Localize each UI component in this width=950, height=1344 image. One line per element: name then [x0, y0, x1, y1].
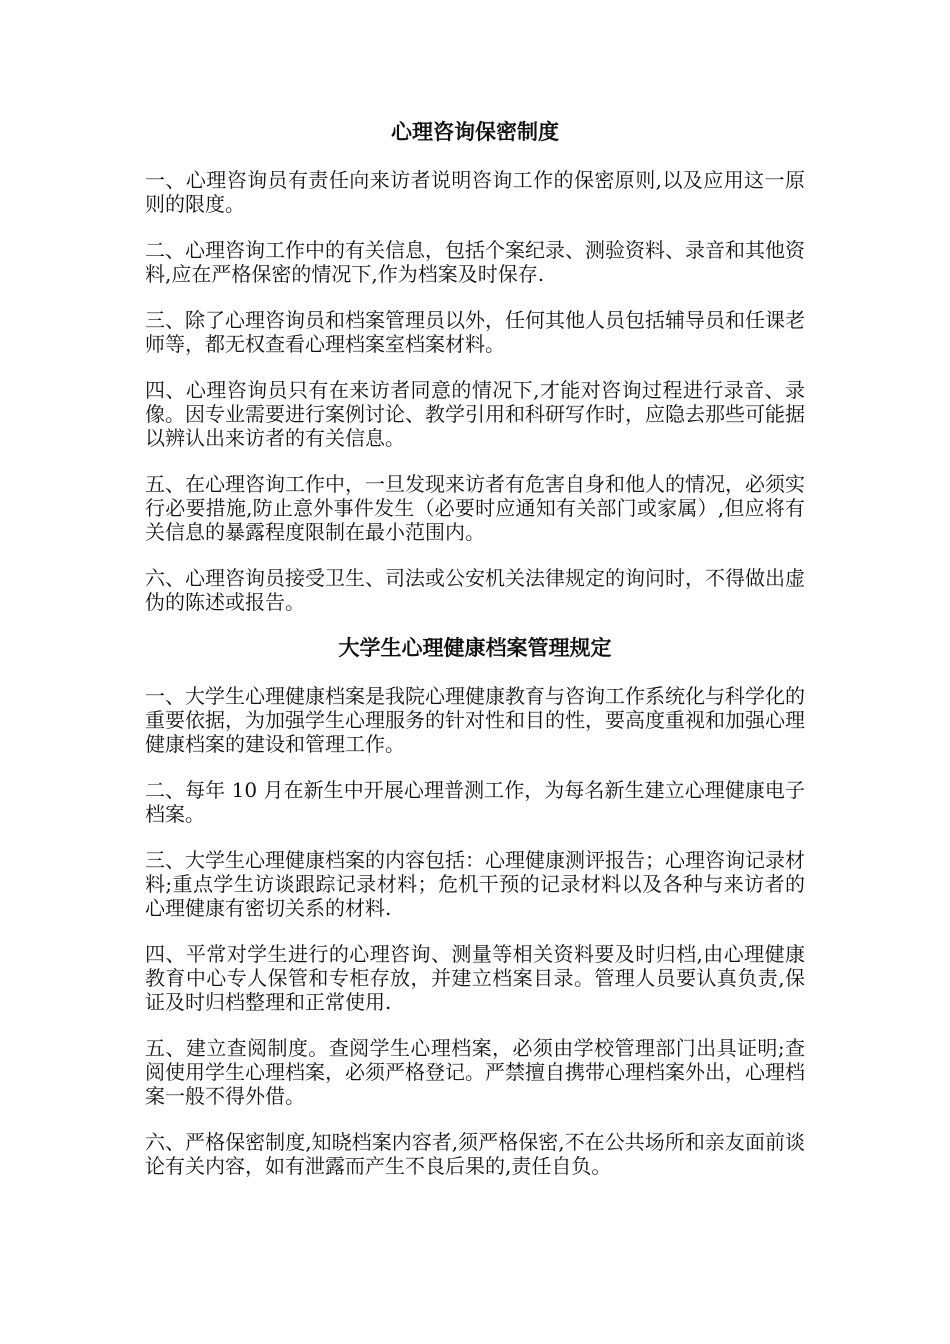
confidentiality-section: [145, 118, 805, 614]
paragraph: 二、每年 10 月在新生中开展心理普测工作，为每名新生建立心理健康电子档案。: [145, 778, 805, 826]
paragraph: 六、严格保密制度,知晓档案内容者,须严格保密,不在公共场所和亲友面前谈论有关内容，如有泄露而产生不良后果的,责任自负。: [145, 1130, 805, 1178]
paragraph: 三、大学生心理健康档案的内容包括：心理健康测评报告；心理咨询记录材料;重点学生访谈跟踪记录材料；危机干预的记录材料以及各种与来访者的心理健康有密切关系的材料.: [145, 848, 805, 920]
paragraph: 一、大学生心理健康档案是我院心理健康教育与咨询工作系统化与科学化的重要依据，为加强学生心理服务的针对性和目的性，要高度重视和加强心理健康档案的建设和管理工作。: [145, 684, 805, 756]
paragraph: 六、心理咨询员接受卫生、司法或公安机关法律规定的询问时，不得做出虚伪的陈述或报告。: [145, 566, 805, 614]
paragraph: 一、心理咨询员有责任向来访者说明咨询工作的保密原则,以及应用这一原则的限度。: [145, 168, 805, 216]
paragraph: 二、心理咨询工作中的有关信息，包括个案纪录、测验资料、录音和其他资料,应在严格保密的情况下,作为档案及时保存.: [145, 238, 805, 286]
paragraph: 四、心理咨询员只有在来访者同意的情况下,才能对咨询过程进行录音、录像。因专业需要进行案例讨论、教学引用和科研写作时，应隐去那些可能据以辨认出来访者的有关信息。: [145, 378, 805, 450]
section-title: 大学生心理健康档案管理规定: [338, 635, 612, 660]
document-page: [145, 118, 805, 1200]
section-title: 心理咨询保密制度: [391, 119, 559, 144]
paragraph: 五、建立查阅制度。查阅学生心理档案，必须由学校管理部门出具证明;查阅使用学生心理档案，必须严格登记。严禁擅自携带心理档案外出，心理档案一般不得外借。: [145, 1036, 805, 1108]
paragraph: 三、除了心理咨询员和档案管理员以外，任何其他人员包括辅导员和任课老师等，都无权查看心理档案室档案材料。: [145, 308, 805, 356]
archive-management-section: [145, 634, 805, 1178]
paragraph: 五、在心理咨询工作中，一旦发现来访者有危害自身和他人的情况，必须实行必要措施,防止意外事件发生（必要时应通知有关部门或家属）,但应将有关信息的暴露程度限制在最小范围内。: [145, 472, 805, 544]
paragraph: 四、平常对学生进行的心理咨询、测量等相关资料要及时归档,由心理健康教育中心专人保管和专柜存放，并建立档案目录。管理人员要认真负责,保证及时归档整理和正常使用.: [145, 942, 805, 1014]
